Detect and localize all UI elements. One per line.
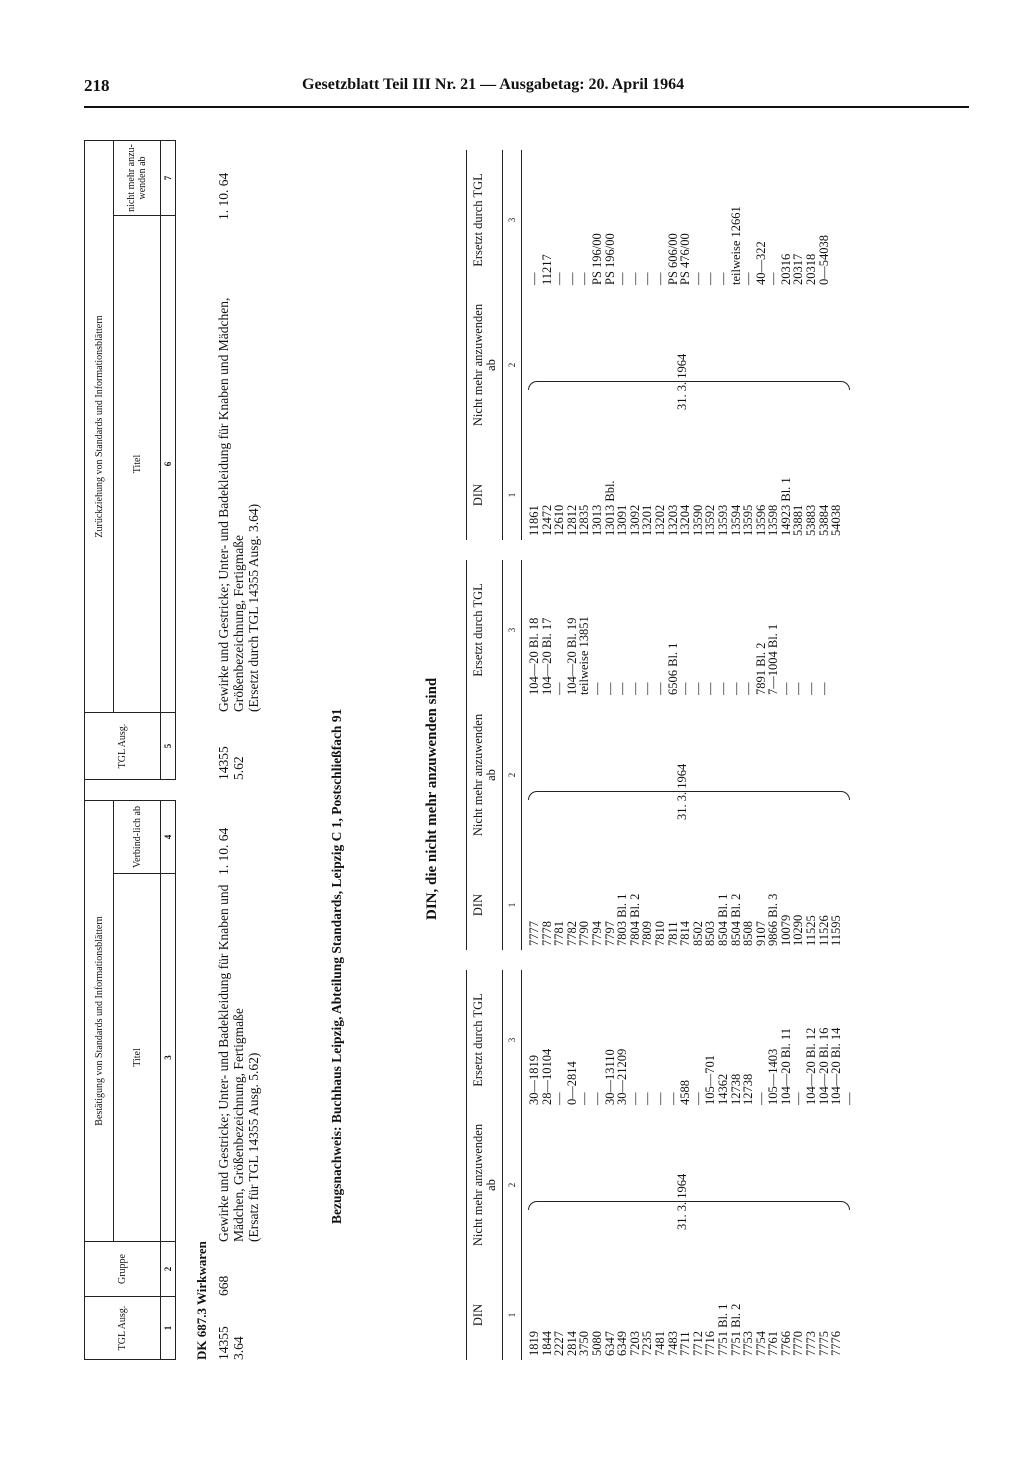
din-number: 7811 <box>665 921 680 946</box>
replacement-tgl: — <box>577 1092 592 1105</box>
confirmation-gruppe: 668 <box>216 1275 231 1296</box>
range-brace <box>528 381 850 390</box>
col-number: 1 <box>161 1297 176 1360</box>
din-number: 7775 <box>816 1331 831 1356</box>
din-number: 7483 <box>665 1331 680 1356</box>
withdrawal-super-header: Zurückziehung von Standards und Informationsblättern <box>85 141 114 713</box>
confirmation-super-header: Bestätigung von Standards und Informationsblättern <box>85 801 114 1242</box>
replacement-tgl: 12738 <box>741 1073 756 1105</box>
col-number: 5 <box>161 713 176 780</box>
replacement-tgl: — <box>841 1092 856 1105</box>
replacement-tgl: teilweise 13851 <box>577 616 592 695</box>
replacement-tgl: — <box>640 1092 655 1105</box>
din-number: 8504 Bl. 2 <box>728 893 743 946</box>
confirmation-tgl-number: 14355 <box>216 1326 231 1360</box>
col-tgl-ausg-2: TGL Ausg. <box>85 713 161 780</box>
din-number: 7809 <box>640 921 655 946</box>
withdrawal-titel-text: Gewirke und Gestricke; Unter- und Badekleidung für Knaben und Mädchen, Größenbezeichnung, Fertigmaße <box>216 297 246 712</box>
din-number: 7766 <box>778 1331 793 1356</box>
din-number: 13204 <box>678 504 693 536</box>
replacement-tgl: — <box>527 272 541 285</box>
din-number: 6349 <box>615 1331 630 1356</box>
replacement-tgl: teilweise 12661 <box>728 206 743 285</box>
replacement-tgl: 20317 <box>791 253 806 285</box>
col-number: 1 <box>507 1312 517 1318</box>
din-number: 7790 <box>577 921 592 946</box>
din-section-title: DIN, die nicht mehr anzuwenden sind <box>424 677 440 920</box>
col-gruppe: Gruppe <box>85 1242 161 1297</box>
col-date-header: Nicht mehr anzuwenden ab <box>471 1123 498 1247</box>
din-number: 12835 <box>577 504 592 536</box>
din-table-2 <box>466 560 966 950</box>
col-verbindlich: Verbind-lich ab <box>114 801 161 874</box>
din-number: 13201 <box>640 504 655 536</box>
replacement-tgl: 104—20 Bl. 11 <box>778 1028 793 1105</box>
withdrawal-date-3: 31. 3. 1964 <box>675 353 689 410</box>
replacement-tgl: — <box>715 682 730 695</box>
din-number: 54038 <box>829 504 844 536</box>
din-number: 10079 <box>778 914 793 946</box>
din-number: 13202 <box>652 504 667 536</box>
replacement-tgl: 30—21209 <box>615 1048 630 1105</box>
replacement-column-2 <box>528 616 830 695</box>
range-brace <box>528 791 850 800</box>
din-number: 7797 <box>602 921 617 946</box>
replacement-tgl: 104—20 Bl. 18 <box>527 617 541 695</box>
replacement-tgl: — <box>791 1092 806 1105</box>
page-header <box>84 72 969 108</box>
din-number: 2227 <box>552 1331 567 1356</box>
din-number: 1844 <box>539 1331 554 1356</box>
replacement-tgl: 105—1403 <box>766 1048 781 1105</box>
din-number: 7804 Bl. 2 <box>627 893 642 946</box>
replacement-tgl: 30—1819 <box>527 1055 541 1105</box>
din-number: 13091 <box>615 504 630 536</box>
replacement-tgl: — <box>615 272 630 285</box>
replacement-tgl: — <box>778 682 793 695</box>
replacement-tgl: — <box>678 682 693 695</box>
din-number: 9866 Bl. 3 <box>766 893 781 946</box>
confirmation-tgl <box>216 1300 246 1360</box>
col-number: 2 <box>507 1182 517 1188</box>
col-repl-header: Ersetzt durch TGL <box>471 993 485 1087</box>
replacement-tgl: PS 196/00 <box>589 233 604 285</box>
replacement-tgl: — <box>652 1092 667 1105</box>
replacement-tgl: — <box>753 1092 768 1105</box>
col-number: 7 <box>161 141 176 216</box>
replacement-tgl: 104—20 Bl. 14 <box>829 1027 844 1105</box>
din-column-2 <box>528 894 843 946</box>
confirmation-titel-text: Gewirke und Gestricke; Unter- und Badekleidung für Knaben und Mädchen, Größenbezeichnung, Fertigmaße <box>216 884 246 1242</box>
din-number: 7712 <box>690 1331 705 1356</box>
page-number: 218 <box>84 76 110 95</box>
din-number: 8508 <box>741 921 756 946</box>
replacement-tgl: — <box>741 272 756 285</box>
din-number: 13013 <box>589 504 604 536</box>
din-number: 7777 <box>527 921 541 946</box>
confirmation-header-table <box>84 800 176 1360</box>
col-number: 3 <box>507 627 517 633</box>
col-number: 2 <box>507 772 517 778</box>
col-number: 3 <box>161 874 176 1242</box>
section-dk-687: DK 687.3 Wirkwaren <box>194 1241 209 1360</box>
din-number: 7711 <box>678 1331 693 1356</box>
din-number: 12472 <box>539 504 554 536</box>
din-number: 13598 <box>766 504 781 536</box>
withdrawal-date: 1. 10. 64 <box>216 172 231 220</box>
confirmation-note: (Ersatz für TGL 14355 Ausg. 5.62) <box>246 1052 261 1242</box>
replacement-tgl: — <box>615 682 630 695</box>
din-number: 8504 Bl. 1 <box>715 893 730 946</box>
replacement-tgl: — <box>652 272 667 285</box>
replacement-tgl: — <box>577 272 592 285</box>
din-number: 7782 <box>564 921 579 946</box>
din-number: 7754 <box>753 1331 768 1356</box>
replacement-tgl: — <box>652 682 667 695</box>
col-number: 2 <box>507 362 517 368</box>
replacement-tgl: 7—1004 Bl. 1 <box>766 623 781 695</box>
din-number: 12610 <box>552 504 567 536</box>
din-number: 7753 <box>741 1331 756 1356</box>
din-number: 7794 <box>589 921 604 946</box>
col-number: 3 <box>507 1037 517 1043</box>
gazette-header: Gesetzblatt Teil III Nr. 21 — Ausgabetag: 20. April 1964 <box>302 76 685 93</box>
confirmation-titel <box>216 882 261 1242</box>
din-number: 11861 <box>527 505 541 536</box>
col-number: 1 <box>507 902 517 908</box>
din-column-1 <box>528 1304 843 1356</box>
din-number: 7770 <box>791 1331 806 1356</box>
withdrawal-date-1: 31. 3. 1964 <box>675 1173 689 1230</box>
withdrawal-titel <box>216 242 261 712</box>
replacement-tgl: 6506 Bl. 1 <box>665 642 680 695</box>
col-repl-header: Ersetzt durch TGL <box>471 583 485 677</box>
source-note: Bezugsnachweis: Buchhaus Leipzig, Abteilung Standards, Leipzig C 1, Postschließfach 91 <box>329 708 344 1224</box>
din-number: 2814 <box>564 1331 579 1356</box>
replacement-tgl: 0—2814 <box>564 1061 579 1105</box>
din-table-1 <box>466 970 966 1360</box>
withdrawal-tgl-ausg: 5.62 <box>231 756 246 780</box>
din-number: 7810 <box>652 921 667 946</box>
replacement-tgl: — <box>690 272 705 285</box>
din-number: 53883 <box>804 504 819 536</box>
replacement-tgl: 7891 Bl. 2 <box>753 642 768 695</box>
replacement-tgl: 20318 <box>804 253 819 285</box>
din-number: 13594 <box>728 504 743 536</box>
replacement-tgl: 104—20 Bl. 17 <box>539 617 554 695</box>
din-number: 7235 <box>640 1331 655 1356</box>
din-number: 7778 <box>539 921 554 946</box>
replacement-tgl: — <box>552 682 567 695</box>
din-number: 13590 <box>690 504 705 536</box>
replacement-tgl: — <box>627 272 642 285</box>
din-number: 11525 <box>804 915 819 946</box>
replacement-tgl: 20316 <box>778 253 793 285</box>
replacement-tgl: 0—54038 <box>816 235 831 285</box>
din-number: 53881 <box>791 504 806 536</box>
din-number: 13092 <box>627 504 642 536</box>
din-number: 7803 Bl. 1 <box>615 893 630 946</box>
rotated-page-body <box>84 140 969 1360</box>
replacement-tgl: — <box>552 1092 567 1105</box>
replacement-tgl: — <box>703 682 718 695</box>
col-number: 2 <box>161 1242 176 1297</box>
col-din-header: DIN <box>471 483 485 507</box>
din-number: 7716 <box>703 1331 718 1356</box>
din-number: 13013 Bbl. <box>602 480 617 536</box>
replacement-tgl: — <box>627 1092 642 1105</box>
replacement-tgl: — <box>589 1092 604 1105</box>
replacement-tgl: — <box>627 682 642 695</box>
replacement-tgl: 104—20 Bl. 12 <box>804 1027 819 1105</box>
din-number: 3750 <box>577 1331 592 1356</box>
replacement-tgl: — <box>602 682 617 695</box>
replacement-tgl: PS 476/00 <box>678 233 693 285</box>
col-titel: Titel <box>114 874 161 1242</box>
din-number: 8502 <box>690 921 705 946</box>
replacement-tgl: 14362 <box>715 1073 730 1105</box>
replacement-tgl: 30—13110 <box>602 1049 617 1105</box>
col-number: 4 <box>161 801 176 874</box>
replacement-tgl: — <box>816 682 831 695</box>
din-number: 12812 <box>564 504 579 536</box>
replacement-tgl: — <box>804 682 819 695</box>
replacement-tgl: PS 606/00 <box>665 233 680 285</box>
din-number: 11526 <box>816 915 831 946</box>
replacement-tgl: 11217 <box>539 254 554 285</box>
replacement-tgl: — <box>640 682 655 695</box>
replacement-tgl: — <box>589 682 604 695</box>
replacement-tgl: — <box>791 682 806 695</box>
replacement-tgl: — <box>552 272 567 285</box>
replacement-tgl: — <box>640 272 655 285</box>
din-number: 10290 <box>791 914 806 946</box>
replacement-tgl: PS 196/00 <box>602 233 617 285</box>
din-number: 13203 <box>665 504 680 536</box>
replacement-tgl: — <box>564 272 579 285</box>
din-number: 7781 <box>552 921 567 946</box>
col-nicht-mehr: nicht mehr anzu-wenden ab <box>114 141 161 216</box>
din-number: 1819 <box>527 1331 541 1356</box>
din-number: 53884 <box>816 504 831 536</box>
confirmation-date: 1. 10. 64 <box>216 827 231 875</box>
col-date-header: Nicht mehr anzuwenden ab <box>471 303 498 427</box>
din-number: 7751 Bl. 1 <box>715 1303 730 1356</box>
din-number: 6347 <box>602 1331 617 1356</box>
din-number: 8503 <box>703 921 718 946</box>
din-column-3 <box>528 477 843 536</box>
confirmation-tgl-ausg: 3.64 <box>231 1336 246 1360</box>
col-din-header: DIN <box>471 1303 485 1327</box>
din-number: 7776 <box>829 1331 844 1356</box>
withdrawal-date-2: 31. 3. 1964 <box>675 763 689 820</box>
range-brace <box>528 1201 850 1210</box>
col-date-header: Nicht mehr anzuwenden ab <box>471 713 498 837</box>
din-number: 7773 <box>804 1331 819 1356</box>
replacement-tgl: 104—20 Bl. 16 <box>816 1027 831 1105</box>
withdrawal-header-table <box>84 140 176 780</box>
withdrawal-note: (Ersetzt durch TGL 14355 Ausg. 3.64) <box>246 503 261 712</box>
withdrawal-tgl <box>216 720 246 780</box>
din-number: 13595 <box>741 504 756 536</box>
col-din-header: DIN <box>471 893 485 917</box>
din-number: 5080 <box>589 1331 604 1356</box>
replacement-tgl: 4588 <box>678 1080 693 1105</box>
replacement-tgl: — <box>741 682 756 695</box>
din-number: 7814 <box>678 921 693 946</box>
col-titel-2: Titel <box>114 216 161 713</box>
din-number: 13593 <box>715 504 730 536</box>
col-number: 1 <box>507 492 517 498</box>
replacement-tgl: 28—10104 <box>539 1048 554 1105</box>
replacement-tgl: — <box>703 272 718 285</box>
replacement-tgl: — <box>728 682 743 695</box>
din-number: 7203 <box>627 1331 642 1356</box>
replacement-column-3 <box>528 206 830 285</box>
replacement-tgl: 104—20 Bl. 19 <box>564 617 579 695</box>
replacement-tgl: — <box>690 1092 705 1105</box>
col-number: 3 <box>507 217 517 223</box>
col-repl-header: Ersetzt durch TGL <box>471 173 485 267</box>
din-number: 13596 <box>753 504 768 536</box>
replacement-tgl: — <box>665 1092 680 1105</box>
replacement-tgl: 12738 <box>728 1073 743 1105</box>
replacement-tgl: 40—322 <box>753 241 768 285</box>
din-number: 11595 <box>829 915 844 946</box>
col-number: 6 <box>161 216 176 713</box>
replacement-tgl: — <box>766 272 781 285</box>
withdrawal-tgl-number: 14355 <box>216 746 231 780</box>
din-number: 7481 <box>652 1331 667 1356</box>
col-tgl-ausg: TGL Ausg. <box>85 1297 161 1360</box>
replacement-tgl: 105—701 <box>703 1055 718 1105</box>
din-number: 14923 Bl. 1 <box>778 477 793 536</box>
din-number: 13592 <box>703 504 718 536</box>
din-table-3 <box>466 150 966 540</box>
replacement-tgl: — <box>690 682 705 695</box>
replacement-column-1 <box>528 1028 855 1105</box>
din-number: 9107 <box>753 921 768 946</box>
din-number: 7761 <box>766 1331 781 1356</box>
replacement-tgl: — <box>715 272 730 285</box>
din-number: 7751 Bl. 2 <box>728 1303 743 1356</box>
